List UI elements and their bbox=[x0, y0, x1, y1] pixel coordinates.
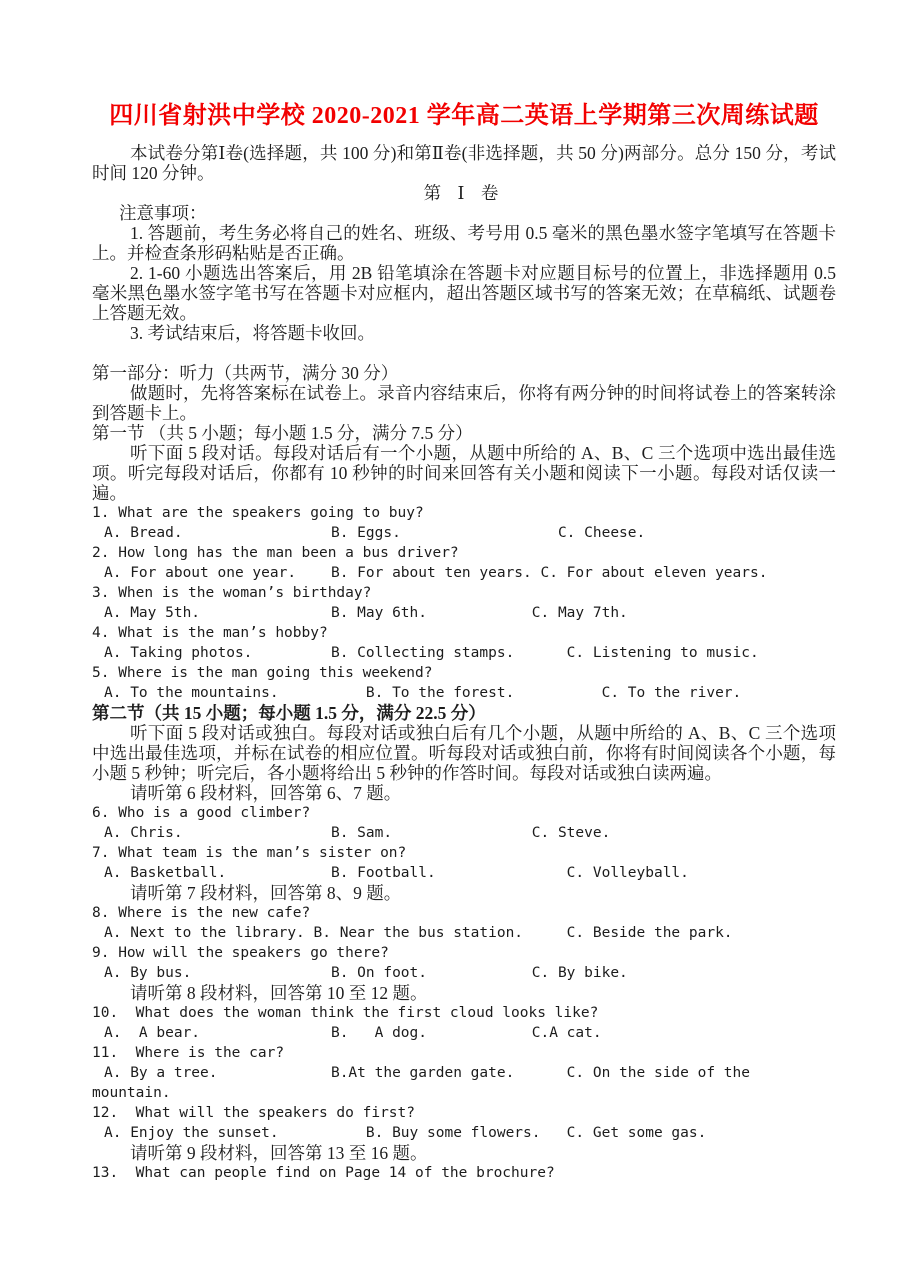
paragraph: 3. 考试结束后，将答题卡收回。 bbox=[130, 323, 375, 343]
question-line: 6. Who is a good climber? bbox=[92, 805, 311, 821]
section-heading: 第一节 （共 5 小题；每小题 1.5 分，满分 7.5 分） bbox=[92, 423, 473, 443]
section-heading: 第二节（共 15 小题；每小题 1.5 分，满分 22.5 分） bbox=[92, 703, 486, 723]
question-line: 10. What does the woman think the first cloud looks like? bbox=[92, 1005, 599, 1021]
option-line: A. Chris. B. Sam. C. Steve. bbox=[104, 825, 611, 841]
document-body bbox=[92, 143, 836, 1183]
question-line: 3. When is the woman’s birthday? bbox=[92, 585, 372, 601]
question-line: 4. What is the man’s hobby? bbox=[92, 625, 328, 641]
material-cue-line: 请听第 6 段材料，回答第 6、7 题。 bbox=[130, 783, 402, 803]
option-line: A. Next to the library. B. Near the bus station. C. Beside the park. bbox=[104, 925, 733, 941]
question-line: 2. How long has the man been a bus driver? bbox=[92, 545, 459, 561]
question-line: 7. What team is the man’s sister on? bbox=[92, 845, 407, 861]
question-line: 12. What will the speakers do first? bbox=[92, 1105, 416, 1121]
option-line: A. May 5th. B. May 6th. C. May 7th. bbox=[104, 605, 628, 621]
option-line: A. A bear. B. A dog. C.A cat. bbox=[104, 1025, 602, 1041]
question-line: 8. Where is the new cafe? bbox=[92, 905, 311, 921]
paragraph: 2. 1-60 小题选出答案后，用 2B 铅笔填涂在答题卡对应题目标号的位置上，非选择题用 0.5 毫米黑色墨水签字笔书写在答题卡对应框内，超出答题区域书写的答案无效；在草稿纸、试题卷上答题无效。 bbox=[92, 263, 836, 323]
option-line: A. Enjoy the sunset. B. Buy some flowers. C. Get some gas. bbox=[104, 1125, 707, 1141]
paragraph: 听下面 5 段对话或独白。每段对话或独白后有几个小题，从题中所给的 A、B、C 三个选项中选出最佳选项，并标在试卷的相应位置。听每段对话或独白前，你将有时间阅读各个小题，每小题 5 秒钟；听完后，各小题将给出 5 秒钟的作答时间。每段对话或独白读两遍。 bbox=[92, 723, 836, 783]
question-line: 9. How will the speakers go there? bbox=[92, 945, 389, 961]
paragraph: 做题时，先将答案标在试卷上。录音内容结束后，你将有两分钟的时间将试卷上的答案转涂到答题卡上。 bbox=[92, 383, 836, 423]
blank-line bbox=[92, 343, 836, 363]
option-line: A. Taking photos. B. Collecting stamps. C. Listening to music. bbox=[104, 645, 759, 661]
option-line: A. By bus. B. On foot. C. By bike. bbox=[104, 965, 628, 981]
notice-heading: 注意事项： bbox=[119, 203, 207, 223]
option-line: A. Basketball. B. Football. C. Volleyball. bbox=[104, 865, 689, 881]
material-cue-line: 请听第 8 段材料，回答第 10 至 12 题。 bbox=[130, 983, 428, 1003]
question-line: 13. What can people find on Page 14 of the brochure? bbox=[92, 1165, 555, 1181]
paragraph: 本试卷分第Ⅰ卷(选择题，共 100 分)和第Ⅱ卷(非选择题，共 50 分)两部分。总分 150 分，考试时间 120 分钟。 bbox=[92, 143, 836, 183]
volume-heading: 第 Ⅰ 卷 bbox=[423, 183, 505, 203]
question-line: 11. Where is the car? bbox=[92, 1045, 285, 1061]
material-cue-line: 请听第 7 段材料，回答第 8、9 题。 bbox=[130, 883, 402, 903]
paragraph: 听下面 5 段对话。每段对话后有一个小题，从题中所给的 A、B、C 三个选项中选出最佳选项。听完每段对话后，你都有 10 秒钟的时间来回答有关小题和阅读下一小题。每段对话仅读一遍。 bbox=[92, 443, 836, 503]
option-line: A. To the mountains. B. To the forest. C. To the river. bbox=[104, 685, 742, 701]
doc-title: 四川省射洪中学校 2020-2021 学年高二英语上学期第三次周练试题 bbox=[109, 103, 819, 129]
option-line: A. For about one year. B. For about ten years. C. For about eleven years. bbox=[104, 565, 768, 581]
paragraph: 1. 答题前，考生务必将自己的姓名、班级、考号用 0.5 毫米的黑色墨水签字笔填写在答题卡上。并检查条形码粘贴是否正确。 bbox=[92, 223, 836, 263]
option-line: A. Bread. B. Eggs. C. Cheese. bbox=[104, 525, 646, 541]
continuation-line: mountain. bbox=[92, 1085, 171, 1101]
section-heading: 第一部分：听力（共两节，满分 30 分） bbox=[92, 363, 399, 383]
question-line: 1. What are the speakers going to buy? bbox=[92, 505, 424, 521]
question-line: 5. Where is the man going this weekend? bbox=[92, 665, 433, 681]
option-line: A. By a tree. B.At the garden gate. C. On the side of the bbox=[104, 1065, 751, 1081]
material-cue-line: 请听第 9 段材料，回答第 13 至 16 题。 bbox=[130, 1143, 428, 1163]
